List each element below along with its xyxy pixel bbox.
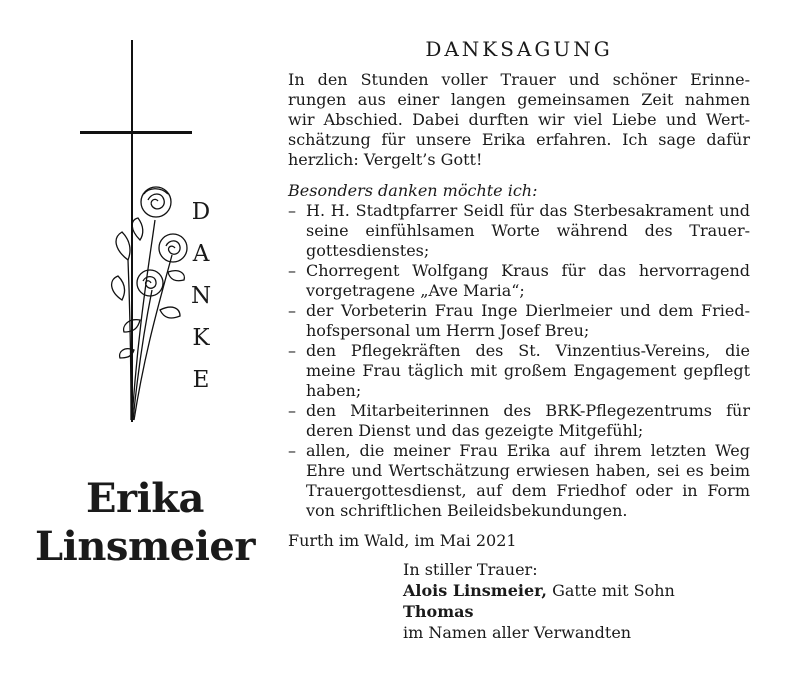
danke-letter: A	[192, 241, 210, 267]
danke-vertical-letters	[189, 196, 213, 406]
list-item: – den Mitarbeiterinnen des BRK-Pflegezentrums für deren Dienst und das gezeigte Mitgefühl;	[288, 401, 750, 441]
closing-line: In stiller Trauer:	[403, 560, 538, 579]
closing-line: im Namen aller Verwandten	[403, 623, 632, 642]
mourner-relation: Gatte mit Sohn	[547, 581, 675, 600]
intro-line: wir Abschied. Dabei durften wir viel Liebe und Wert-	[288, 110, 750, 129]
mourner-line	[403, 580, 750, 622]
intro-line: herzlich: Vergelt’s Gott!	[288, 150, 483, 169]
danke-letter: N	[190, 283, 212, 309]
list-item: – der Vorbeterin Frau Inge Dierlmeier und dem Fried-hofspersonal um Herrn Josef Breu;	[288, 301, 750, 341]
place-date: Furth im Wald, im Mai 2021	[288, 531, 517, 550]
list-item: – allen, die meiner Frau Erika auf ihrem letzten Weg Ehre und Wertschätzung erwiesen haben, sei es beim Trauergottesdienst, auf dem Friedhof oder in Form von schriftlichen Beileidsbekundungen.	[288, 441, 750, 521]
son-name: Thomas	[403, 602, 474, 621]
intro-line: rungen aus einer langen gemeinsamen Zeit nahmen	[288, 90, 750, 109]
danke-letter: D	[191, 199, 211, 225]
thanks-heading: Besonders danken möchte ich:	[288, 181, 538, 200]
list-item: – H. H. Stadtpfarrer Seidl für das Sterbesakrament und seine einfühlsamen Worte während des Trauer-gottesdienstes;	[288, 201, 750, 261]
closing-block	[403, 559, 750, 643]
left-panel	[0, 0, 270, 677]
list-item: – Chorregent Wolfgang Kraus für das hervorragend vorgetragene „Ave Maria“;	[288, 261, 750, 301]
danke-letter: K	[192, 325, 210, 351]
page-title: DANKSAGUNG	[425, 37, 613, 61]
thanks-list	[288, 201, 750, 521]
text-column	[288, 36, 750, 643]
intro-line: In den Stunden voller Trauer und schöner Erinne-	[288, 70, 750, 89]
list-item: – den Pflegekräften des St. Vinzentius-Vereins, die meine Frau täglich mit großem Engagement gepflegt haben;	[288, 341, 750, 401]
roses-icon	[100, 180, 190, 425]
intro-paragraph	[288, 70, 750, 170]
intro-line: schätzung für unsere Erika erfahren. Ich sage dafür	[288, 130, 750, 149]
deceased-first-name: Erika	[86, 475, 204, 522]
danke-letter: E	[192, 367, 210, 393]
cross-horizontal-beam	[80, 131, 192, 134]
mourner-name: Alois Linsmeier,	[403, 581, 547, 600]
deceased-name	[20, 475, 270, 571]
deceased-last-name: Linsmeier	[35, 523, 255, 570]
